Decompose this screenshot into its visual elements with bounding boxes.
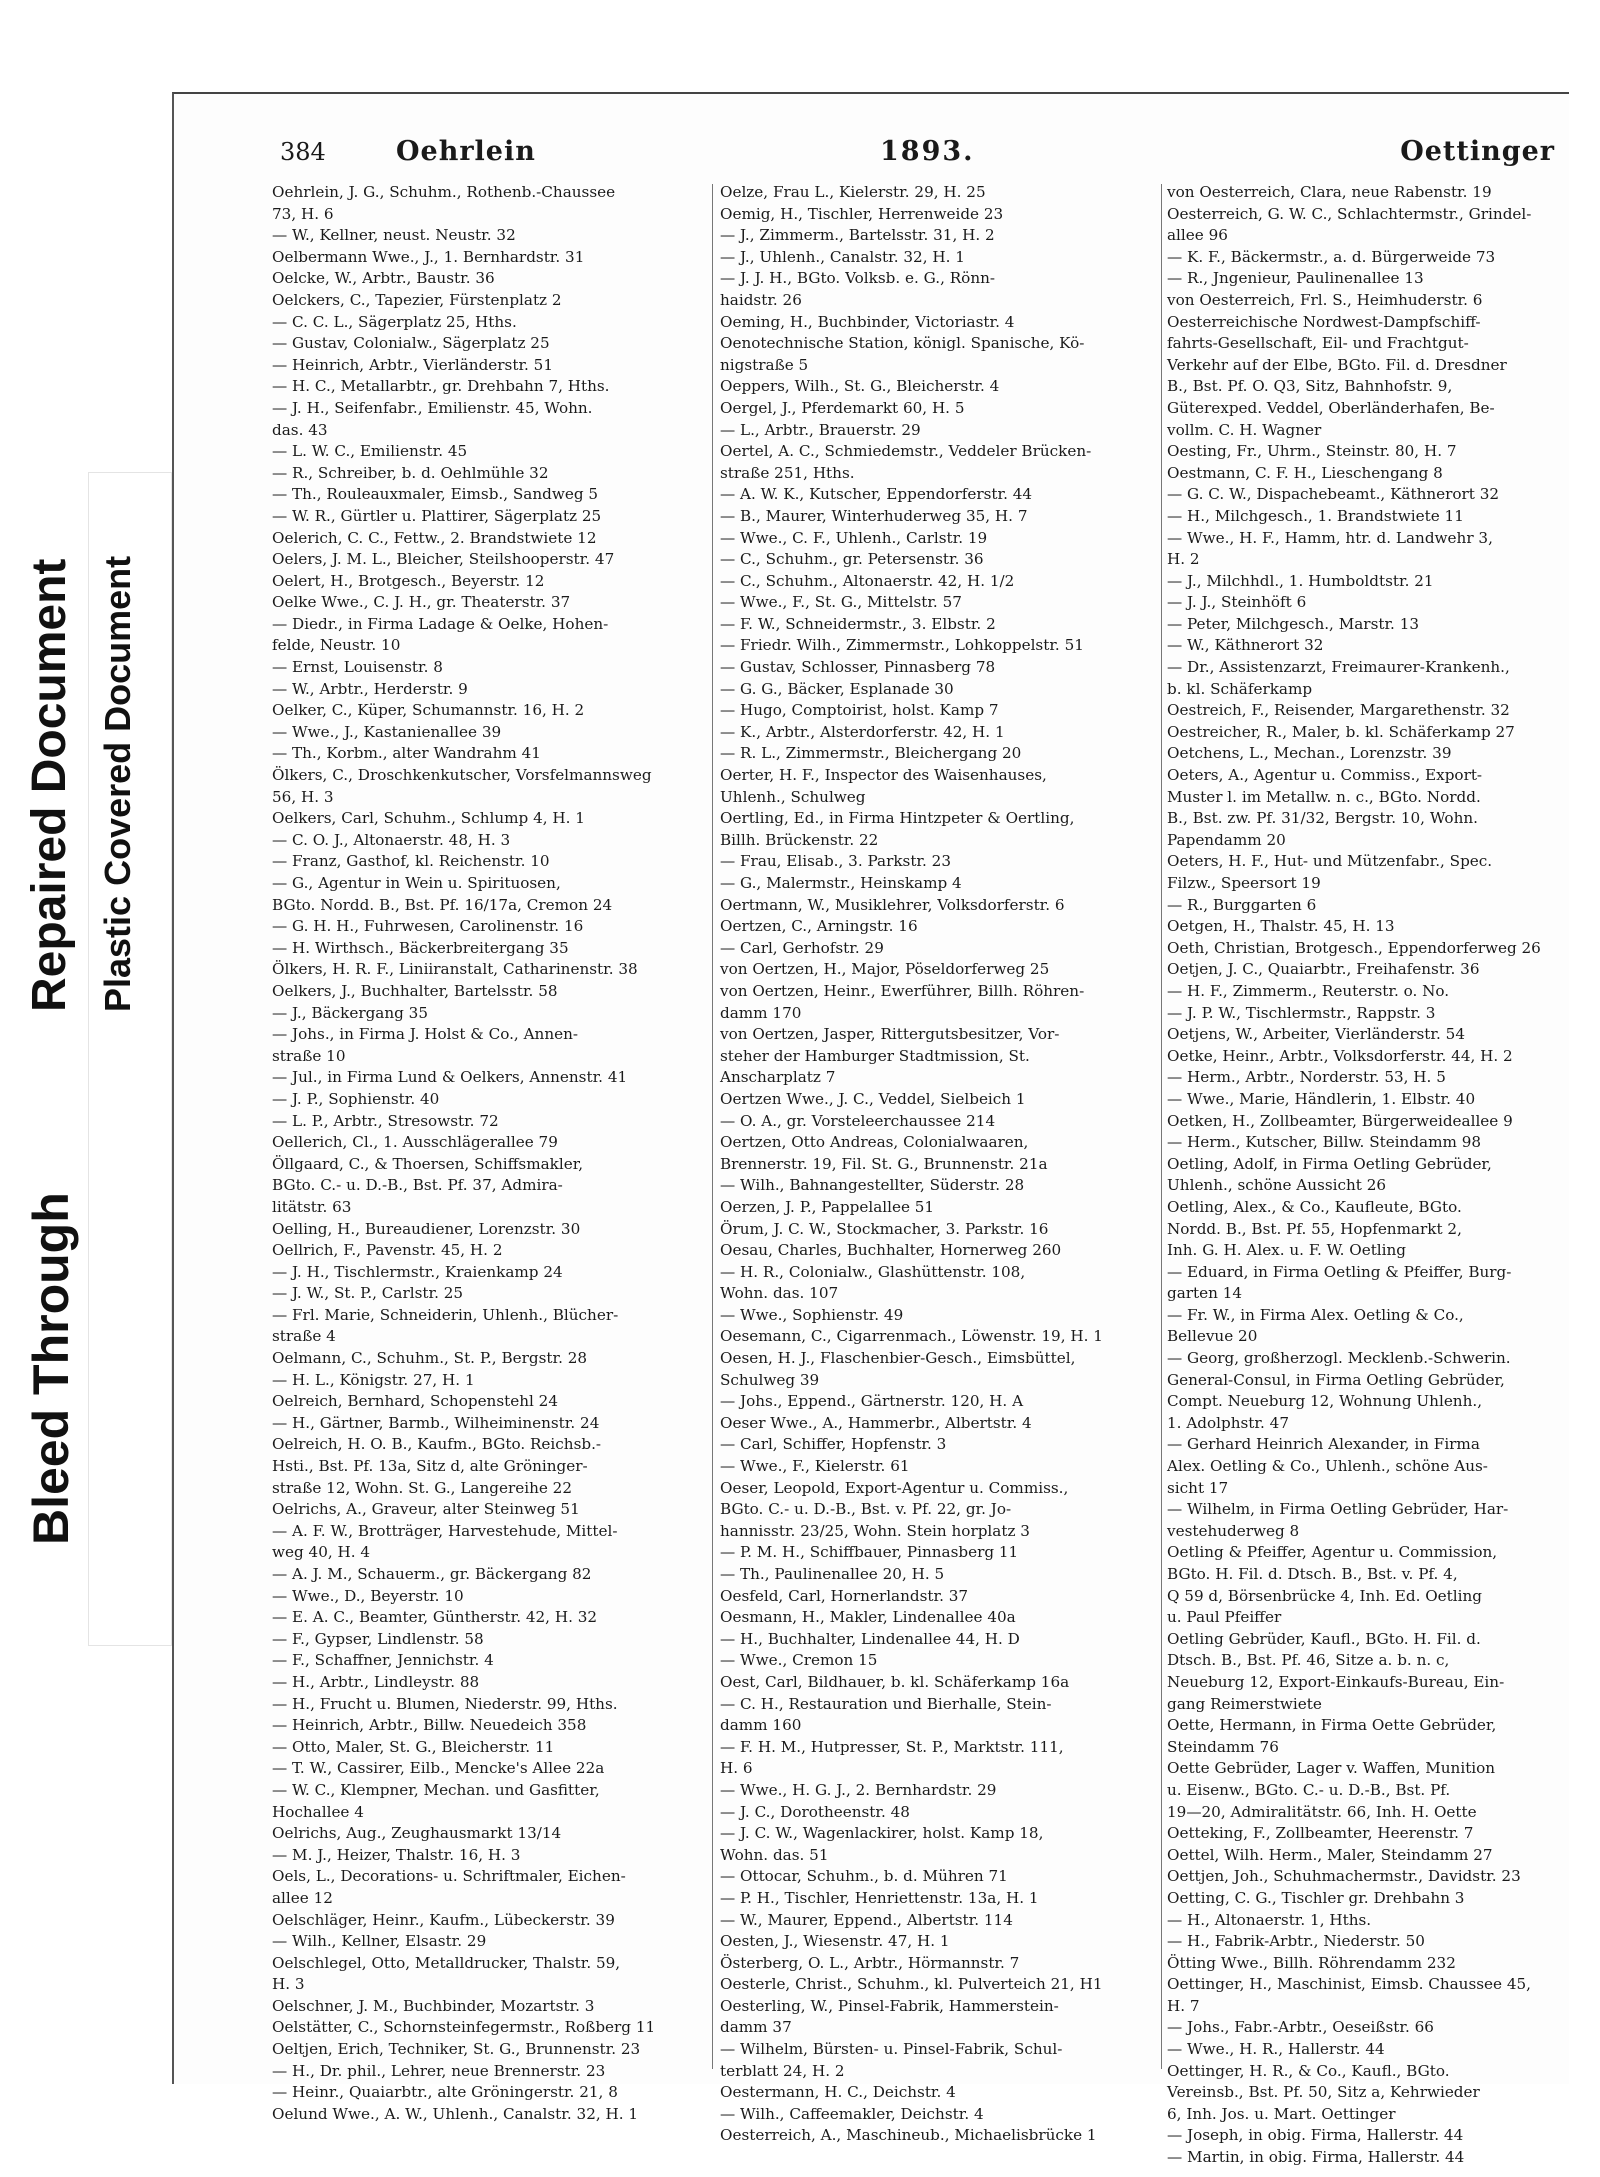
plastic-covered-label: Plastic Covered Document <box>97 555 138 1012</box>
directory-entry: — Wwe., Sophienstr. 49 <box>720 1305 904 1324</box>
directory-entry: — Friedr. Wilh., Zimmermstr., Lohkoppelstr. 51 <box>720 636 1084 655</box>
column-divider <box>712 184 713 2069</box>
directory-entry: Oelker, C., Küper, Schumannstr. 16, H. 2 <box>272 701 585 720</box>
directory-entry: — G. C. W., Dispachebeamt., Käthnerort 32 <box>1167 485 1500 504</box>
directory-entry: — Dr., Assistenzarzt, Freimaurer-Krankenh., <box>1167 658 1510 677</box>
directory-entry: — L. W. C., Emilienstr. 45 <box>272 442 468 461</box>
directory-entry: b. kl. Schäferkamp <box>1167 679 1313 698</box>
directory-entry: u. Paul Pfeiffer <box>1167 1608 1282 1627</box>
directory-entry: Oesterreich, A., Maschineub., Michaelisbrücke 1 <box>720 2126 1097 2145</box>
directory-entry: — Th., Korbm., alter Wandrahm 41 <box>272 744 541 763</box>
directory-entry: Oeltjen, Erich, Techniker, St. G., Brunnenstr. 23 <box>272 2040 641 2059</box>
directory-entry: H. 3 <box>272 1975 305 1994</box>
directory-entry: Oels, L., Decorations- u. Schriftmaler, Eichen- <box>272 1867 626 1886</box>
directory-entry: Oettinger, H., Maschinist, Eimsb. Chaussee 45, <box>1167 1975 1532 1994</box>
directory-entry: 73, H. 6 <box>272 204 334 223</box>
directory-entry: Oetke, Heinr., Arbtr., Volksdorferstr. 44, H. 2 <box>1167 1046 1513 1065</box>
directory-entry: Wohn. das. 51 <box>720 1845 829 1864</box>
directory-entry: Oelrichs, Aug., Zeughausmarkt 13/14 <box>272 1824 562 1843</box>
directory-entry: — J. P., Sophienstr. 40 <box>272 1089 440 1108</box>
directory-entry: Oeters, H. F., Hut- und Mützenfabr., Spec. <box>1167 852 1493 871</box>
header-year: 1893. <box>880 136 975 167</box>
directory-entry: Oertzen Wwe., J. C., Veddel, Sielbeich 1 <box>720 1089 1026 1108</box>
directory-entry: sicht 17 <box>1167 1478 1229 1497</box>
directory-entry: — Franz, Gasthof, kl. Reichenstr. 10 <box>272 852 550 871</box>
directory-entry: Oelschner, J. M., Buchbinder, Mozartstr. 3 <box>272 1996 595 2015</box>
directory-entry: Oestreich, F., Reisender, Margarethenstr. 32 <box>1167 701 1510 720</box>
directory-entry: — Johs., in Firma J. Holst & Co., Annen- <box>272 1025 579 1044</box>
directory-entry: — P. H., Tischler, Henriettenstr. 13a, H. 1 <box>720 1888 1039 1907</box>
directory-entry: — H. L., Königstr. 27, H. 1 <box>272 1370 475 1389</box>
directory-entry: Oesau, Charles, Buchhalter, Hornerweg 260 <box>720 1241 1062 1260</box>
directory-entry: — R. L., Zimmermstr., Bleichergang 20 <box>720 744 1022 763</box>
directory-entry: Oelze, Frau L., Kielerstr. 29, H. 25 <box>720 183 986 201</box>
directory-entry: — G. H. H., Fuhrwesen, Carolinenstr. 16 <box>272 917 584 936</box>
directory-entry: Oertmann, W., Musiklehrer, Volksdorferstr. 6 <box>720 895 1065 914</box>
directory-entry: Oeppers, Wilh., St. G., Bleicherstr. 4 <box>720 377 1000 396</box>
directory-entry: litätstr. 63 <box>272 1197 352 1216</box>
directory-entry: — J. J. H., BGto. Volksb. e. G., Rönn- <box>720 269 996 288</box>
directory-entry: Oelschlegel, Otto, Metalldrucker, Thalstr. 59, <box>272 1953 621 1972</box>
directory-entry: — Heinrich, Arbtr., Billw. Neuedeich 358 <box>272 1716 587 1735</box>
directory-entry: Oemig, H., Tischler, Herrenweide 23 <box>720 204 1004 223</box>
directory-entry: Ölkers, H. R. F., Liniiranstalt, Catharinenstr. 38 <box>272 960 638 979</box>
directory-entry: Oeser, Leopold, Export-Agentur u. Commiss., <box>720 1478 1069 1497</box>
directory-entry: — Wwe., F., Kielerstr. 61 <box>720 1457 910 1476</box>
directory-entry: Oertel, A. C., Schmiedemstr., Veddeler Brücken- <box>720 442 1092 461</box>
directory-entry: Alex. Oetling & Co., Uhlenh., schöne Aus- <box>1167 1457 1488 1476</box>
directory-entry: Oeth, Christian, Brotgesch., Eppendorferweg 26 <box>1167 938 1541 957</box>
directory-entry: von Oertzen, Heinr., Ewerführer, Billh. Röhren- <box>720 981 1085 1000</box>
directory-entry: — Peter, Milchgesch., Marstr. 13 <box>1167 614 1420 633</box>
directory-entry: 6, Inh. Jos. u. Mart. Oettinger <box>1167 2104 1396 2123</box>
directory-entry: — Wwe., H. F., Hamm, htr. d. Landwehr 3, <box>1167 528 1493 547</box>
directory-entry: — Carl, Gerhofstr. 29 <box>720 938 884 957</box>
directory-entry: — C., Schuhm., Altonaerstr. 42, H. 1/2 <box>720 571 1015 590</box>
directory-entry: — W., Käthnerort 32 <box>1167 636 1324 655</box>
directory-entry: Örum, J. C. W., Stockmacher, 3. Parkstr. 16 <box>720 1219 1049 1238</box>
directory-entry: Oelling, H., Bureaudiener, Lorenzstr. 30 <box>272 1219 581 1238</box>
directory-entry: — O. A., gr. Vorsteleerchaussee 214 <box>720 1111 996 1130</box>
directory-entry: Oettinger, H. R., & Co., Kaufl., BGto. <box>1167 2061 1450 2080</box>
directory-entry: Oetken, H., Zollbeamter, Bürgerweideallee 9 <box>1167 1111 1513 1130</box>
directory-entry: BGto. C.- u. D.-B., Bst. Pf. 37, Admira- <box>272 1176 563 1195</box>
directory-entry: Österberg, O. L., Arbtr., Hörmannstr. 7 <box>720 1953 1020 1972</box>
directory-entry: Oelstätter, C., Schornsteinfegermstr., Roßberg 11 <box>272 2018 656 2037</box>
directory-entry: Oelers, J. M. L., Bleicher, Steilshooperstr. 47 <box>272 550 615 569</box>
directory-entry: Oerzen, J. P., Pappelallee 51 <box>720 1197 935 1216</box>
directory-entry: — L. P., Arbtr., Stresowstr. 72 <box>272 1111 499 1130</box>
directory-entry: — W. C., Klempner, Mechan. und Gasfitter, <box>272 1780 600 1799</box>
directory-entry: Oehrlein, J. G., Schuhm., Rothenb.-Chaussee <box>272 183 616 201</box>
directory-entry: — W., Arbtr., Herderstr. 9 <box>272 679 468 698</box>
directory-entry: — H. C., Metallarbtr., gr. Drehbahn 7, Hths. <box>272 377 610 396</box>
directory-entry: — H., Fabrik-Arbtr., Niederstr. 50 <box>1167 1932 1425 1951</box>
directory-entry: — H., Frucht u. Blumen, Niederstr. 99, Hths. <box>272 1694 618 1713</box>
directory-entry: Oenotechnische Station, königl. Spanische, Kö- <box>720 334 1085 353</box>
directory-entry: fahrts-Gesellschaft, Eil- und Frachtgut- <box>1167 334 1469 353</box>
directory-entry: — K., Arbtr., Alsterdorferstr. 42, H. 1 <box>720 722 1005 741</box>
directory-entry: — Wwe., Marie, Händlerin, 1. Elbstr. 40 <box>1167 1089 1476 1108</box>
directory-entry: — E. A. C., Beamter, Güntherstr. 42, H. 32 <box>272 1608 598 1627</box>
directory-entry: — C. C. L., Sägerplatz 25, Hths. <box>272 312 517 331</box>
directory-entry: Ölkers, C., Droschkenkutscher, Vorsfelmannsweg <box>272 766 652 785</box>
directory-entry: — Otto, Maler, St. G., Bleicherstr. 11 <box>272 1737 555 1756</box>
directory-entry: Steindamm 76 <box>1167 1737 1279 1756</box>
directory-entry: Muster l. im Metallw. n. c., BGto. Nordd. <box>1167 787 1481 806</box>
directory-entry: Ötting Wwe., Billh. Röhrendamm 232 <box>1167 1953 1456 1972</box>
directory-entry: — A. F. W., Brotträger, Harvestehude, Mittel- <box>272 1521 618 1540</box>
directory-entry: — Ottocar, Schuhm., b. d. Mühren 71 <box>720 1867 1008 1886</box>
directory-entry: gang Reimerstwiete <box>1167 1694 1322 1713</box>
directory-entry: vestehuderweg 8 <box>1167 1521 1300 1540</box>
directory-entry: garten 14 <box>1167 1284 1243 1303</box>
directory-entry: — P. M. H., Schiffbauer, Pinnasberg 11 <box>720 1543 1019 1562</box>
directory-entry: H. 2 <box>1167 550 1200 569</box>
directory-page <box>172 92 1569 2167</box>
directory-entry: 56, H. 3 <box>272 787 334 806</box>
directory-entry: — Joseph, in obig. Firma, Hallerstr. 44 <box>1167 2126 1464 2145</box>
directory-entry: — J., Zimmerm., Bartelsstr. 31, H. 2 <box>720 226 995 245</box>
page-header <box>280 132 1555 178</box>
directory-entry: Uhlenh., schöne Aussicht 26 <box>1167 1176 1387 1195</box>
column-middle <box>720 182 1158 2145</box>
directory-entry: — M. J., Heizer, Thalstr. 16, H. 3 <box>272 1845 521 1864</box>
directory-entry: weg 40, H. 4 <box>272 1543 371 1562</box>
directory-entry: das. 43 <box>272 420 328 439</box>
directory-entry: — B., Maurer, Winterhuderweg 35, H. 7 <box>720 506 1028 525</box>
directory-entry: — R., Jngenieur, Paulinenallee 13 <box>1167 269 1424 288</box>
directory-entry: — J. P. W., Tischlermstr., Rappstr. 3 <box>1167 1003 1436 1022</box>
directory-entry: Oelckers, C., Tapezier, Fürstenplatz 2 <box>272 290 562 309</box>
directory-entry: Uhlenh., Schulweg <box>720 787 866 806</box>
directory-entry: felde, Neustr. 10 <box>272 636 401 655</box>
directory-entry: — G. G., Bäcker, Esplanade 30 <box>720 679 954 698</box>
directory-entry: — A. J. M., Schauerm., gr. Bäckergang 82 <box>272 1565 592 1583</box>
directory-entry: — Frl. Marie, Schneiderin, Uhlenh., Blücher- <box>272 1305 619 1324</box>
directory-entry: Oelreich, Bernhard, Schopenstehl 24 <box>272 1392 559 1411</box>
directory-entry: Oesen, H. J., Flaschenbier-Gesch., Eimsbüttel, <box>720 1349 1076 1368</box>
directory-entry: — C. O. J., Altonaerstr. 48, H. 3 <box>272 830 511 849</box>
directory-entry: Oelschläger, Heinr., Kaufm., Lübeckerstr. 39 <box>272 1910 615 1929</box>
directory-entry: — Wwe., H. R., Hallerstr. 44 <box>1167 2040 1385 2059</box>
directory-entry: Oetting, C. G., Tischler gr. Drehbahn 3 <box>1167 1888 1465 1907</box>
directory-entry: steher der Hamburger Stadtmission, St. <box>720 1046 1030 1065</box>
directory-entry: Oesterreich, G. W. C., Schlachtermstr., Grindel- <box>1167 204 1532 223</box>
directory-entry: — Th., Rouleauxmaler, Eimsb., Sandweg 5 <box>272 485 599 504</box>
directory-entry: allee 12 <box>272 1888 333 1907</box>
directory-entry: von Oesterreich, Frl. S., Heimhuderstr. 6 <box>1167 290 1483 309</box>
directory-entry: — J. H., Tischlermstr., Kraienkamp 24 <box>272 1262 563 1281</box>
directory-entry: Q 59 d, Börsenbrücke 4, Inh. Ed. Oetling <box>1167 1586 1482 1605</box>
directory-entry: — C. H., Restauration und Bierhalle, Stein- <box>720 1694 1052 1713</box>
directory-entry: Bellevue 20 <box>1167 1327 1258 1346</box>
directory-entry: Oest, Carl, Bildhauer, b. kl. Schäferkamp 16a <box>720 1672 1070 1691</box>
directory-entry: — Georg, großherzogl. Mecklenb.-Schwerin. <box>1167 1349 1511 1368</box>
directory-entry: — K. F., Bäckermstr., a. d. Bürgerweide 73 <box>1167 247 1496 266</box>
directory-entry: Oette Gebrüder, Lager v. Waffen, Munition <box>1167 1759 1496 1778</box>
directory-entry: — J. H., Seifenfabr., Emilienstr. 45, Wohn. <box>272 398 593 417</box>
directory-entry: — J. W., St. P., Carlstr. 25 <box>272 1284 464 1303</box>
directory-entry: Oette, Hermann, in Firma Oette Gebrüder, <box>1167 1716 1497 1735</box>
directory-entry: Oesterle, Christ., Schuhm., kl. Pulverteich 21, H1 <box>720 1975 1103 1994</box>
directory-entry: Brennerstr. 19, Fil. St. G., Brunnenstr. 21a <box>720 1154 1048 1173</box>
directory-entry: Oesmann, H., Makler, Lindenallee 40a <box>720 1608 1016 1627</box>
directory-entry: Oettel, Wilh. Herm., Maler, Steindamm 27 <box>1167 1845 1493 1864</box>
directory-entry: Schulweg 39 <box>720 1370 820 1389</box>
directory-entry: — F. W., Schneidermstr., 3. Elbstr. 2 <box>720 614 996 633</box>
directory-entry: — Wilh., Bahnangestellter, Süderstr. 28 <box>720 1176 1025 1195</box>
directory-entry: Compt. Neueburg 12, Wohnung Uhlenh., <box>1167 1392 1483 1411</box>
directory-entry: — R., Burggarten 6 <box>1167 895 1317 914</box>
header-right-keyword: Oettinger <box>1400 136 1555 167</box>
directory-entry: Oelreich, H. O. B., Kaufm., BGto. Reichsb.- <box>272 1435 602 1454</box>
directory-entry: 1. Adolphstr. 47 <box>1167 1413 1289 1432</box>
header-left-keyword: Oehrlein <box>396 136 536 167</box>
directory-entry: Papendamm 20 <box>1167 830 1286 849</box>
directory-entry: — J., Milchhdl., 1. Humboldtstr. 21 <box>1167 571 1434 590</box>
directory-entry: — Ernst, Louisenstr. 8 <box>272 658 443 677</box>
directory-entry: Oergel, J., Pferdemarkt 60, H. 5 <box>720 398 965 417</box>
directory-entry: Oetchens, L., Mechan., Lorenzstr. 39 <box>1167 744 1452 763</box>
directory-entry: — Jul., in Firma Lund & Oelkers, Annenstr. 41 <box>272 1068 628 1087</box>
directory-entry: — Wilh., Kellner, Elsastr. 29 <box>272 1932 487 1951</box>
directory-entry: Oesemann, C., Cigarrenmach., Löwenstr. 19, H. 1 <box>720 1327 1103 1346</box>
directory-entry: von Oesterreich, Clara, neue Rabenstr. 19 <box>1167 183 1492 201</box>
directory-entry: — Wwe., H. G. J., 2. Bernhardstr. 29 <box>720 1780 997 1799</box>
directory-entry: Oetling & Pfeiffer, Agentur u. Commission, <box>1167 1543 1498 1562</box>
page-number: 384 <box>280 138 326 166</box>
directory-entry: — Th., Paulinenallee 20, H. 5 <box>720 1565 945 1583</box>
directory-entry: Dtsch. B., Bst. Pf. 46, Sitze a. b. n. c, <box>1167 1651 1450 1670</box>
directory-entry: — Gustav, Schlosser, Pinnasberg 78 <box>720 658 996 677</box>
directory-entry: — Wwe., J., Kastanienallee 39 <box>272 722 502 741</box>
directory-entry: — H. Wirthsch., Bäckerbreitergang 35 <box>272 938 569 957</box>
directory-entry: Oelkers, J., Buchhalter, Bartelsstr. 58 <box>272 981 558 1000</box>
directory-entry: allee 96 <box>1167 226 1228 245</box>
column-divider <box>1161 184 1162 2069</box>
directory-entry: BGto. C.- u. D.-B., Bst. v. Pf. 22, gr. Jo- <box>720 1500 1012 1519</box>
directory-entry: — Gerhard Heinrich Alexander, in Firma <box>1167 1435 1480 1454</box>
directory-entry: B., Bst. zw. Pf. 31/32, Bergstr. 10, Wohn. <box>1167 809 1478 828</box>
directory-entry: — Wilh., Caffeemakler, Deichstr. 4 <box>720 2104 984 2123</box>
directory-entry: Vereinsb., Bst. Pf. 50, Sitz a, Kehrwieder <box>1167 2083 1480 2102</box>
directory-entry: Oerter, H. F., Inspector des Waisenhauses, <box>720 766 1047 785</box>
directory-entry: Filzw., Speersort 19 <box>1167 874 1321 892</box>
directory-entry: damm 37 <box>720 2018 792 2037</box>
directory-entry: — W. R., Gürtler u. Plattirer, Sägerplatz 25 <box>272 506 602 525</box>
directory-entry: — A. W. K., Kutscher, Eppendorferstr. 44 <box>720 485 1033 504</box>
directory-entry: — F., Schaffner, Jennichstr. 4 <box>272 1651 494 1670</box>
directory-entry: — H., Arbtr., Lindleystr. 88 <box>272 1672 480 1691</box>
directory-entry: straße 4 <box>272 1327 336 1346</box>
directory-entry: nigstraße 5 <box>720 355 809 374</box>
directory-entry: H. 7 <box>1167 1996 1200 2015</box>
directory-entry: — Heinrich, Arbtr., Vierländerstr. 51 <box>272 355 554 374</box>
directory-entry: — Herm., Arbtr., Norderstr. 53, H. 5 <box>1167 1068 1446 1087</box>
directory-entry: BGto. Nordd. B., Bst. Pf. 16/17a, Cremon 24 <box>272 895 613 914</box>
directory-entry: Oetling Gebrüder, Kaufl., BGto. H. Fil. d. <box>1167 1629 1481 1648</box>
directory-entry: Oestreicher, R., Maler, b. kl. Schäferkamp 27 <box>1167 722 1515 741</box>
directory-entry: Oetjen, J. C., Quaiarbtr., Freihafenstr. 36 <box>1167 960 1480 979</box>
directory-entry: — Gustav, Colonialw., Sägerplatz 25 <box>272 334 550 353</box>
directory-entry: — W., Maurer, Eppend., Albertstr. 114 <box>720 1910 1013 1929</box>
directory-entry: u. Eisenw., BGto. C.- u. D.-B., Bst. Pf. <box>1167 1780 1451 1799</box>
directory-entry: — J., Bäckergang 35 <box>272 1003 429 1022</box>
directory-entry: hannisstr. 23/25, Wohn. Stein horplatz 3 <box>720 1521 1030 1540</box>
directory-entry: Neueburg 12, Export-Einkaufs-Bureau, Ein- <box>1167 1672 1505 1691</box>
directory-entry: — Diedr., in Firma Ladage & Oelke, Hohen- <box>272 614 609 633</box>
directory-entry: straße 10 <box>272 1046 346 1065</box>
directory-entry: Hsti., Bst. Pf. 13a, Sitz d, alte Gröninger- <box>272 1457 588 1476</box>
directory-entry: Verkehr auf der Elbe, BGto. Fil. d. Dresdner <box>1167 355 1507 374</box>
directory-entry: Oetling, Adolf, in Firma Oetling Gebrüder, <box>1167 1154 1492 1173</box>
directory-entry: straße 12, Wohn. St. G., Langereihe 22 <box>272 1478 572 1497</box>
directory-entry: 19—20, Admiralitätstr. 66, Inh. H. Oette <box>1167 1802 1477 1821</box>
directory-entry: — G., Agentur in Wein u. Spirituosen, <box>272 874 561 892</box>
directory-entry: — H., Altonaerstr. 1, Hths. <box>1167 1910 1372 1929</box>
directory-entry: — Wwe., Cremon 15 <box>720 1651 878 1670</box>
directory-entry: — J. C. W., Wagenlackirer, holst. Kamp 18, <box>720 1824 1044 1843</box>
directory-entry: — Frau, Elisab., 3. Parkstr. 23 <box>720 852 951 871</box>
directory-entry: — W., Kellner, neust. Neustr. 32 <box>272 226 516 245</box>
bleed-through-label: Bleed Through <box>23 1192 79 1545</box>
directory-entry: Oestermann, H. C., Deichstr. 4 <box>720 2083 956 2102</box>
directory-entry: Oelbermann Wwe., J., 1. Bernhardstr. 31 <box>272 247 585 266</box>
side-label-area <box>0 0 172 2177</box>
directory-entry: B., Bst. Pf. O. Q3, Sitz, Bahnhofstr. 9, <box>1167 377 1453 396</box>
directory-entry: Oestmann, C. F. H., Lieschengang 8 <box>1167 463 1443 482</box>
directory-entry: vollm. C. H. Wagner <box>1167 420 1322 439</box>
directory-entry: — Wwe., C. F., Uhlenh., Carlstr. 19 <box>720 528 988 547</box>
directory-entry: Anscharplatz 7 <box>720 1068 836 1087</box>
directory-entry: — Heinr., Quaiarbtr., alte Gröningerstr. 21, 8 <box>272 2083 618 2102</box>
directory-entry: Oesterreichische Nordwest-Dampfschiff- <box>1167 312 1481 331</box>
directory-entry: Oesting, Fr., Uhrm., Steinstr. 80, H. 7 <box>1167 442 1457 461</box>
directory-entry: — T. W., Cassirer, Eilb., Mencke's Allee 22a <box>272 1759 605 1778</box>
directory-entry: Oelrichs, A., Graveur, alter Steinweg 51 <box>272 1500 580 1519</box>
directory-entry: — Johs., Eppend., Gärtnerstr. 120, H. A <box>720 1392 1024 1411</box>
directory-entry: damm 170 <box>720 1003 802 1022</box>
directory-entry: Oesten, J., Wiesenstr. 47, H. 1 <box>720 1932 950 1951</box>
directory-entry: — Hugo, Comptoirist, holst. Kamp 7 <box>720 701 999 720</box>
directory-entry: terblatt 24, H. 2 <box>720 2061 845 2080</box>
directory-entry: Oetteking, F., Zollbeamter, Heerenstr. 7 <box>1167 1824 1474 1843</box>
directory-entry: Inh. G. H. Alex. u. F. W. Oetling <box>1167 1241 1407 1260</box>
directory-entry: straße 251, Hths. <box>720 463 855 482</box>
directory-entry: Billh. Brückenstr. 22 <box>720 830 879 849</box>
directory-entry: — J., Uhlenh., Canalstr. 32, H. 1 <box>720 247 965 266</box>
directory-entry: — Fr. W., in Firma Alex. Oetling & Co., <box>1167 1305 1464 1324</box>
directory-entry: — H., Dr. phil., Lehrer, neue Brennerstr. 23 <box>272 2061 606 2080</box>
directory-entry: Nordd. B., Bst. Pf. 55, Hopfenmarkt 2, <box>1167 1219 1462 1238</box>
directory-entry: Oelund Wwe., A. W., Uhlenh., Canalstr. 32, H. 1 <box>272 2104 639 2123</box>
directory-entry: — Martin, in obig. Firma, Hallerstr. 44 <box>1167 2148 1465 2167</box>
directory-entry: Wohn. das. 107 <box>720 1284 839 1303</box>
directory-entry: haidstr. 26 <box>720 290 802 309</box>
directory-entry: Oetjens, W., Arbeiter, Vierländerstr. 54 <box>1167 1025 1465 1044</box>
directory-entry: Güterexped. Veddel, Oberländerhafen, Be- <box>1167 398 1495 417</box>
repaired-document-label: Repaired Document <box>23 558 76 1012</box>
directory-entry: — Wwe., D., Beyerstr. 10 <box>272 1586 464 1605</box>
directory-entry: Oelerich, C. C., Fettw., 2. Brandstwiete 12 <box>272 528 597 547</box>
directory-entry: Hochallee 4 <box>272 1802 364 1821</box>
directory-entry: von Oertzen, H., Major, Pöseldorferweg 25 <box>720 960 1050 979</box>
directory-entry: Oelmann, C., Schuhm., St. P., Bergstr. 28 <box>272 1349 588 1368</box>
directory-entry: Oesfeld, Carl, Hornerlandstr. 37 <box>720 1586 969 1605</box>
directory-entry: — F., Gypser, Lindlenstr. 58 <box>272 1629 484 1648</box>
directory-entry: Oellrich, F., Pavenstr. 45, H. 2 <box>272 1241 503 1260</box>
directory-entry: damm 160 <box>720 1716 802 1735</box>
directory-entry: — H., Milchgesch., 1. Brandstwiete 11 <box>1167 506 1464 525</box>
directory-entry: H. 6 <box>720 1759 753 1778</box>
directory-entry: Oelke Wwe., C. J. H., gr. Theaterstr. 37 <box>272 593 571 612</box>
directory-entry: Oetgen, H., Thalstr. 45, H. 13 <box>1167 917 1395 936</box>
directory-entry: — J. C., Dorotheenstr. 48 <box>720 1802 910 1821</box>
directory-entry: — H. R., Colonialw., Glashüttenstr. 108, <box>720 1262 1026 1281</box>
directory-entry: — F. H. M., Hutpresser, St. P., Marktstr. 111, <box>720 1737 1064 1756</box>
directory-entry: Oertling, Ed., in Firma Hintzpeter & Oertling, <box>720 809 1075 828</box>
directory-entry: Oertzen, C., Arningstr. 16 <box>720 917 918 936</box>
directory-entry: — J. J., Steinhöft 6 <box>1167 593 1307 612</box>
directory-entry: Oeming, H., Buchbinder, Victoriastr. 4 <box>720 312 1015 331</box>
directory-entry: Oellerich, Cl., 1. Ausschlägerallee 79 <box>272 1133 558 1152</box>
directory-entry: Oeser Wwe., A., Hammerbr., Albertstr. 4 <box>720 1413 1032 1432</box>
directory-entry: — Wilhelm, in Firma Oetling Gebrüder, Har- <box>1167 1500 1509 1519</box>
directory-entry: — H., Gärtner, Barmb., Wilheiminenstr. 24 <box>272 1413 600 1432</box>
directory-entry: Oelkers, Carl, Schuhm., Schlump 4, H. 1 <box>272 809 585 828</box>
directory-entry: — C., Schuhm., gr. Petersenstr. 36 <box>720 550 984 569</box>
directory-entry: Oeters, A., Agentur u. Commiss., Export- <box>1167 766 1483 785</box>
directory-entry: — Wilhelm, Bürsten- u. Pinsel-Fabrik, Schul- <box>720 2040 1063 2059</box>
directory-entry: — H. F., Zimmerm., Reuterstr. o. No. <box>1167 981 1450 1000</box>
directory-entry: Oelcke, W., Arbtr., Baustr. 36 <box>272 269 495 288</box>
directory-entry: — Eduard, in Firma Oetling & Pfeiffer, Burg- <box>1167 1262 1512 1281</box>
directory-entry: Oesterling, W., Pinsel-Fabrik, Hammerstein- <box>720 1996 1059 2015</box>
directory-entry: Oettjen, Joh., Schuhmachermstr., Davidstr. 23 <box>1167 1867 1521 1886</box>
directory-entry: — Wwe., F., St. G., Mittelstr. 57 <box>720 593 962 612</box>
directory-entry: Oertzen, Otto Andreas, Colonialwaaren, <box>720 1133 1029 1152</box>
column-left <box>272 182 704 2123</box>
directory-entry: — Carl, Schiffer, Hopfenstr. 3 <box>720 1435 947 1454</box>
directory-entry: — Herm., Kutscher, Billw. Steindamm 98 <box>1167 1133 1482 1152</box>
directory-entry: Oetling, Alex., & Co., Kaufleute, BGto. <box>1167 1197 1462 1216</box>
directory-entry: — G., Malermstr., Heinskamp 4 <box>720 874 962 892</box>
directory-entry: Öllgaard, C., & Thoersen, Schiffsmakler, <box>272 1154 584 1173</box>
directory-entry: General-Consul, in Firma Oetling Gebrüder, <box>1167 1370 1505 1389</box>
directory-entry: BGto. H. Fil. d. Dtsch. B., Bst. v. Pf. 4, <box>1167 1565 1458 1583</box>
directory-entry: — Johs., Fabr.-Arbtr., Oeseißstr. 66 <box>1167 2018 1434 2037</box>
directory-entry: — R., Schreiber, b. d. Oehlmühle 32 <box>272 463 549 482</box>
directory-entry: von Oertzen, Jasper, Rittergutsbesitzer, Vor- <box>720 1025 1060 1044</box>
directory-entry: — L., Arbtr., Brauerstr. 29 <box>720 420 921 439</box>
directory-entry: — H., Buchhalter, Lindenallee 44, H. D <box>720 1629 1020 1648</box>
column-right <box>1167 182 1565 2167</box>
directory-entry: Oelert, H., Brotgesch., Beyerstr. 12 <box>272 571 545 590</box>
